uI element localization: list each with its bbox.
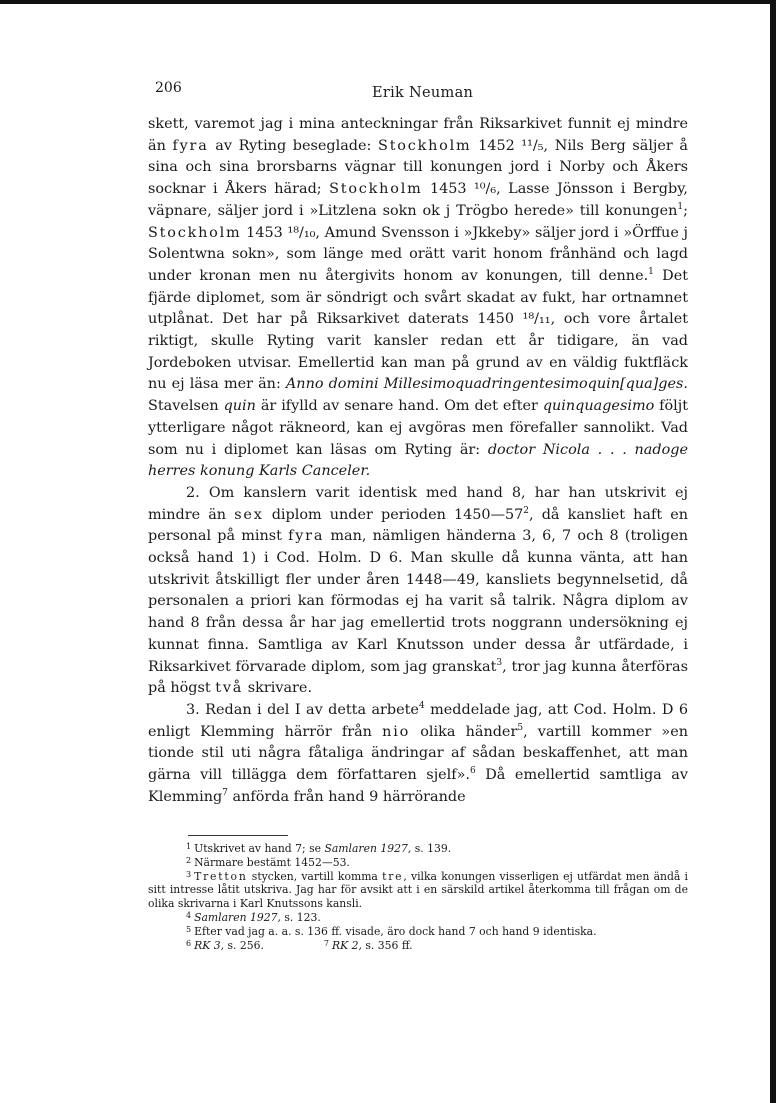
- running-head: Erik Neuman: [372, 85, 474, 101]
- page-number: 206: [155, 80, 182, 96]
- footnote-3: $^3$ Tretton stycken, vartill komma tre, vilka konungen visserligen ej utfärdat men ändå i sitt intresse låtit utskriva. Jag har för avsikt att i en särskild artikel återkomma till frågan om de olika skrivarna i Karl Knutssons kansli.: [148, 869, 688, 911]
- footnote-ref: 1: [677, 201, 684, 212]
- footnote-ref: 3: [496, 657, 503, 668]
- footnotes: [148, 842, 688, 952]
- scan-edge-right: [770, 0, 776, 1103]
- footnote-ref: 7: [222, 787, 228, 798]
- footnote-1: $^1$ Utskrivet av hand 7; se Samlaren 1927, s. 139.: [186, 842, 452, 855]
- body-text: [148, 114, 688, 809]
- footnote-2: $^2$ Närmare bestämt 1452—53.: [186, 855, 350, 869]
- footnote-ref: 6: [469, 766, 476, 777]
- paragraph-1: skett, varemot jag i mina anteckningar från Riksarkivet funnit ej mindre än fyra av Ryting beseglade: Stockholm 1452 ¹¹/₅, Nils Berg säljer å sina och sina brorsbarns vägnar till konungen jord i Norby och Åkers socknar i Åkers härad; Stockholm 1453 ¹⁰/₆, Lasse Jönsson i Bergby, väpnare, säljer jord i »Litzlena sokn ok j Trögbo herede» till konungen$^1$; Stockholm 1453 ¹⁸/₁₀, Amund Svensson i »Jkkeby» säljer jord i »Örffue j Solentwna sokn», som länge med orätt varit honom frånhänd och lagd under kronan men nu återgivits honom av konungen, till denne.$^1$ Det fjärde diplomet, som är söndrigt och svårt skadat av fukt, har ortnamnet utplånat. Det har på Riksarkivet daterats 1450 ¹⁸/₁₁, och vore årtalet riktigt, skulle Ryting varit kansler redan ett år tidigare, än vad Jordeboken utvisar. Emellertid kan man på grund av en väldig fuktfläck nu ej läsa mer än: Anno domini Millesimoquadringentesimoquin[qua]ges. Stavelsen quin är ifylld av senare hand. Om det efter quinquagesimo följt ytterligare något räkneord, kan ej avgöras men förefaller sannolikt. Vad som nu i diplomet kan läsas om Ryting är: doctor Nicola . . . nadoge herres konung Karls Canceler.: [148, 116, 689, 480]
- footnote-5: $^5$ Efter vad jag a. a. s. 136 ff. visade, äro dock hand 7 och hand 9 identiska.: [186, 924, 597, 938]
- paragraph-3: 3. Redan i del I av detta arbete$^4$ meddelade jag, att Cod. Holm. D 6 enligt Klemming härrör från nio olika händer$^5$, vartill kommer »en tionde stil uti några fåtaliga ändringar af sådan beskaffenhet, att man gärna vill tillägga dem författaren sjelf».$^6$ Då emellertid samtliga av Klemming$^7$ anförda från hand 9 härrörande: [148, 700, 689, 805]
- footnote-ref: 4: [418, 700, 425, 711]
- footnote-6-7: $^6$ RK 3, s. 256. $^7$ RK 2, s. 356 ff.: [186, 938, 413, 952]
- footnote-ref: 1: [648, 266, 654, 277]
- footnote-ref: 5: [517, 722, 524, 733]
- paragraph-2: 2. Om kanslern varit identisk med hand 8, har han utskrivit ej mindre än sex diplom under perioden $1450—57^2$, då kansliet haft en personal på minst fyra man, nämligen händerna 3, 6, 7 och 8 (troligen också hand 1) i Cod. Holm. D 6. Man skulle då kunna vänta, att han utskrivit åtskilligt fler under åren 1448—49, kansliets begynnelsetid, då personalen a priori kan förmodas ej ha varit så talrik. Några diplom av hand 8 från dessa år har jag emellertid trots noggrann undersökning ej kunnat finna. Samtliga av Karl Knutsson under dessa år utfärdade, i Riksarkivet förvarade diplom, som jag granskat$^3$, tror jag kunna återföras på högst två skrivare.: [148, 484, 688, 697]
- scan-edge-top: [0, 0, 776, 4]
- footnote-ref: 2: [523, 505, 530, 516]
- footnote-rule: [188, 835, 288, 836]
- footnote-4: $^4$ Samlaren 1927, s. 123.: [186, 910, 321, 924]
